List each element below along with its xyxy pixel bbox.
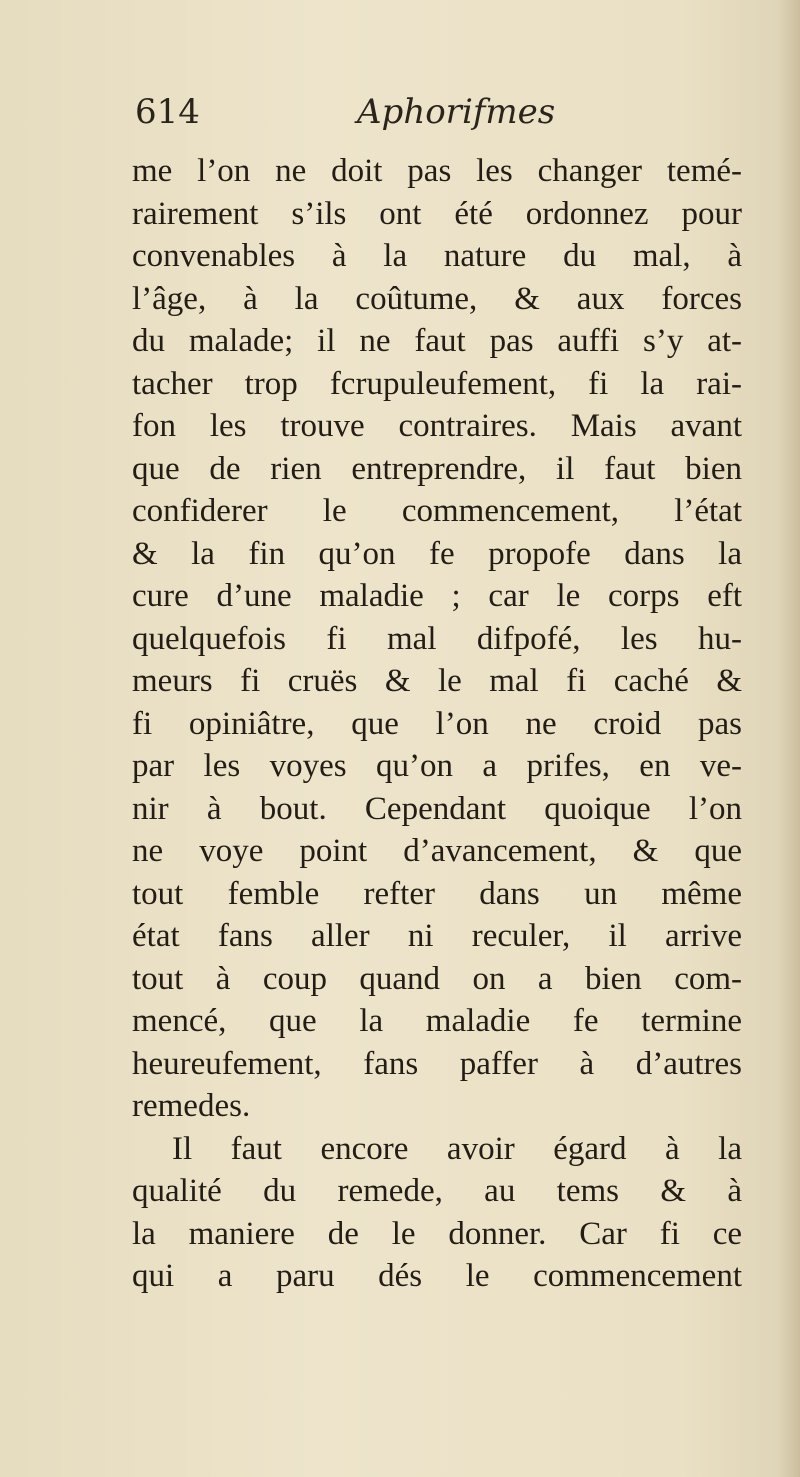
text-line: du malade; il ne faut pas auffi s’y at- [132, 323, 742, 359]
text-line: fon les trouve contraires. Mais avant [132, 408, 742, 444]
text-line: par les voyes qu’on a prifes, en ve- [132, 748, 742, 784]
text-line: état fans aller ni reculer, il arrive [132, 918, 742, 954]
text-line: quelquefois fi mal difpofé, les hu- [132, 620, 742, 657]
paragraph-start-line: Il faut encore avoir égard à la [172, 1130, 742, 1167]
text-line: rairement s’ils ont été ordonnez pour [132, 195, 742, 232]
text-line: mencé, que la maladie fe termine [132, 1003, 742, 1039]
page-edge-shadow [778, 0, 800, 1477]
text-line: la maniere de le donner. Car fi ce [132, 1215, 742, 1252]
page-number: 614 [135, 92, 200, 132]
text-line: confiderer le commencement, l’état [132, 493, 742, 529]
text-line: qui a paru dés le commencement [132, 1258, 742, 1294]
text-line: tout à coup quand on a bien com- [132, 960, 742, 997]
paragraph-end-line: remedes. [132, 1088, 251, 1124]
text-line: tacher trop fcrupuleufement, fi la rai- [132, 365, 742, 402]
text-line: cure d’une maladie ; car le corps eft [132, 578, 742, 614]
text-line: me l’on ne doit pas les changer temé- [132, 153, 742, 189]
text-line: tout femble refter dans un même [132, 875, 742, 912]
page-header [135, 92, 755, 146]
text-line: que de rien entreprendre, il faut bien [132, 450, 742, 487]
text-line: l’âge, à la coûtume, & aux forces [132, 280, 742, 317]
text-line: heureufement, fans paffer à d’autres [132, 1045, 742, 1082]
running-title: Aphorifmes [357, 92, 556, 132]
text-line: convenables à la nature du mal, à [132, 238, 742, 274]
text-line: nir à bout. Cependant quoique l’on [132, 790, 742, 827]
text-line: & la fin qu’on fe propofe dans la [132, 535, 742, 572]
text-line: ne voye point d’avancement, & que [132, 833, 742, 869]
text-line: qualité du remede, au tems & à [132, 1173, 742, 1209]
body-text [132, 150, 742, 1298]
text-line: meurs fi cruës & le mal fi caché & [132, 663, 742, 699]
text-line: fi opiniâtre, que l’on ne croid pas [132, 705, 742, 742]
